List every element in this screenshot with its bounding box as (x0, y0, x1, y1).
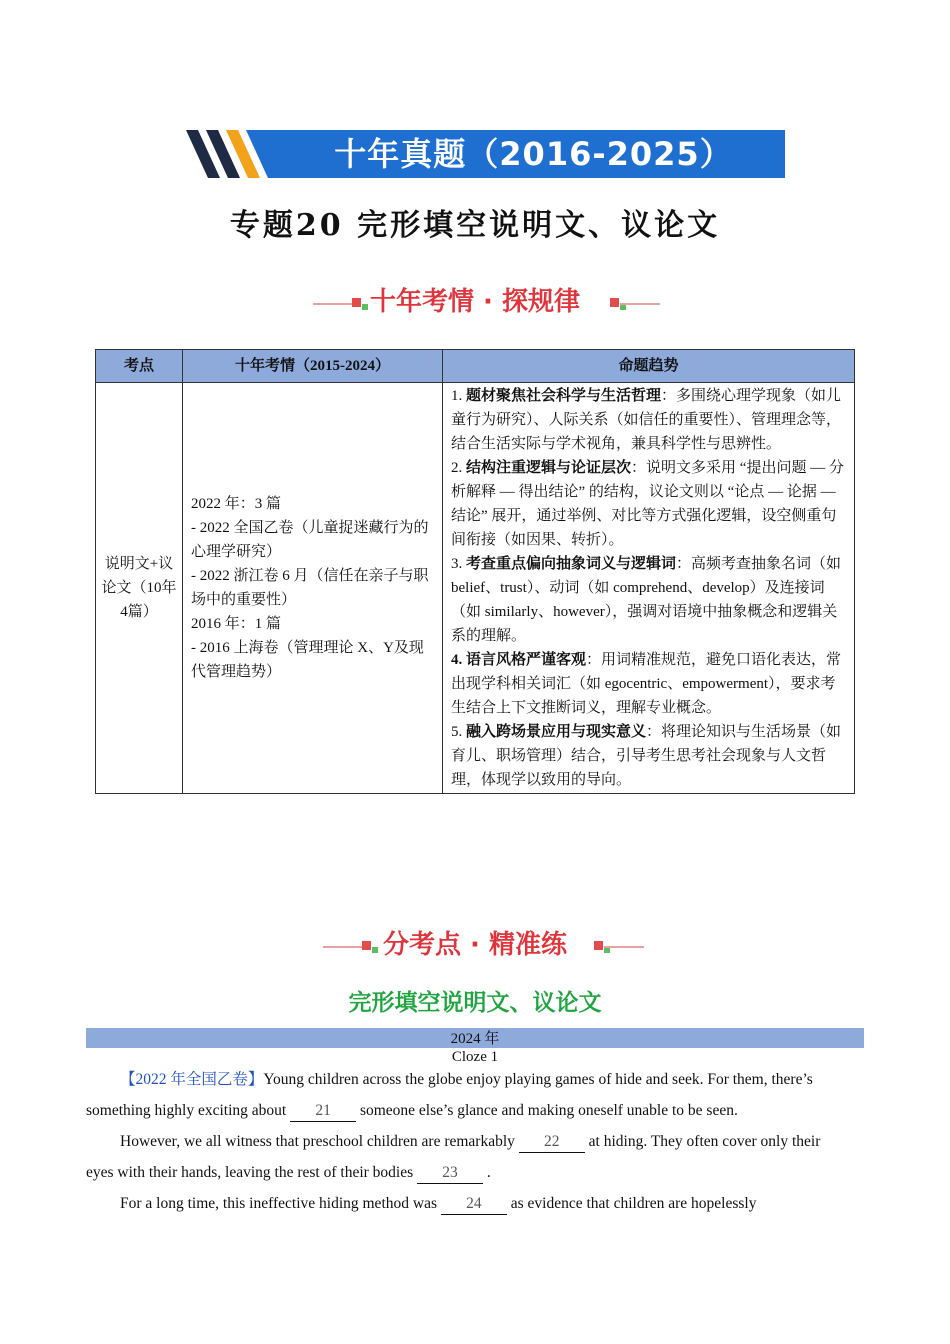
kaodian-cell: 说明文+议论文（10年4篇） (96, 383, 183, 794)
banner-title: 十年真题（2016-2025） (334, 135, 733, 173)
title-banner (186, 130, 785, 178)
section-label: 十年考情 · 探规律 (370, 287, 580, 317)
table-row (96, 383, 855, 794)
paragraph-2: However, we all witness that preschool children are remarkably 22 at hiding. They often cover only their eyes with their hands, leaving the rest of their bodies 23 . (86, 1126, 846, 1188)
paragraph-3: For a long time, this ineffective hiding method was 24 as evidence that children are hopelessly (86, 1188, 846, 1219)
history-line: - 2022 浙江卷 6 月（信任在亲子与职场中的重要性） (191, 568, 429, 608)
header-trend: 命题趋势 (443, 350, 855, 383)
source-label: 【2022 年全国乙卷】 (120, 1071, 264, 1088)
topic-title: 专题20 完形填空说明文、议论文 (229, 208, 721, 243)
blank-24[interactable]: 24 (441, 1194, 507, 1215)
paragraph-1: 【2022 年全国乙卷】Young children across the globe enjoy playing games of hide and seek. For them, there’s something highly exciting about 21 someone else’s glance and making oneself unable to be seen. (86, 1064, 846, 1126)
header-kaodian: 考点 (96, 350, 183, 383)
history-line: - 2016 上海卷（管理理论 X、Y及现代管理趋势） (191, 640, 424, 680)
blank-22[interactable]: 22 (519, 1132, 585, 1153)
section-label: 分考点 · 精准练 (383, 930, 567, 960)
trend-item: 4. 语言风格严谨客观：用词精准规范，避免口语化表达，常出现学科相关词汇（如 egocentric、empowerment），要求考生结合上下文推断词义，理解专业概念。 (451, 652, 842, 716)
history-cell (183, 383, 443, 794)
history-line: 2016 年：1 篇 (191, 616, 282, 632)
history-line: 2022 年：3 篇 (191, 496, 282, 512)
blank-21[interactable]: 21 (290, 1101, 356, 1122)
sub-title: 完形填空说明文、议论文 (348, 990, 602, 1016)
trend-cell (443, 383, 855, 794)
table-header-row (96, 350, 855, 383)
trend-item: 5. 融入跨场景应用与现实意义：将理论知识与生活场景（如育儿、职场管理）结合，引导考生思考社会现象与人文哲理，体现学以致用的导向。 (451, 724, 842, 788)
section-header-practice (0, 925, 950, 965)
trend-item: 3. 考查重点偏向抽象词义与逻辑词：高频考查抽象名词（如 belief、trust）、动词（如 comprehend、develop）及连接词（如 similarly、however），强调对语境中抽象概念和逻辑关系的理解。 (451, 556, 842, 644)
cloze-label: Cloze 1 (451, 1049, 499, 1065)
blank-23[interactable]: 23 (417, 1163, 483, 1184)
trend-item: 2. 结构注重逻辑与论证层次：说明文多采用 “提出问题 — 分析解释 — 得出结论” 的结构，议论文则以 “论点 — 论据 — 结论” 展开，通过举例、对比等方式强化逻辑，设空侧重句间衔接（如因果、转折）。 (451, 460, 844, 548)
history-line: - 2022 全国乙卷（儿童捉迷藏行为的心理学研究） (191, 520, 429, 560)
section-header-trends (0, 282, 950, 322)
year-bar: 2024 年 (86, 1028, 864, 1048)
stripes-decoration (186, 130, 276, 178)
trend-table (95, 349, 855, 794)
passage (86, 1064, 846, 1219)
header-history: 十年考情（2015-2024） (183, 350, 443, 383)
trend-item: 1. 题材聚焦社会科学与生活哲理：多围绕心理学现象（如儿童行为研究）、人际关系（如信任的重要性）、管理理念等，结合生活实际与学术视角，兼具科学性与思辨性。 (451, 388, 842, 452)
